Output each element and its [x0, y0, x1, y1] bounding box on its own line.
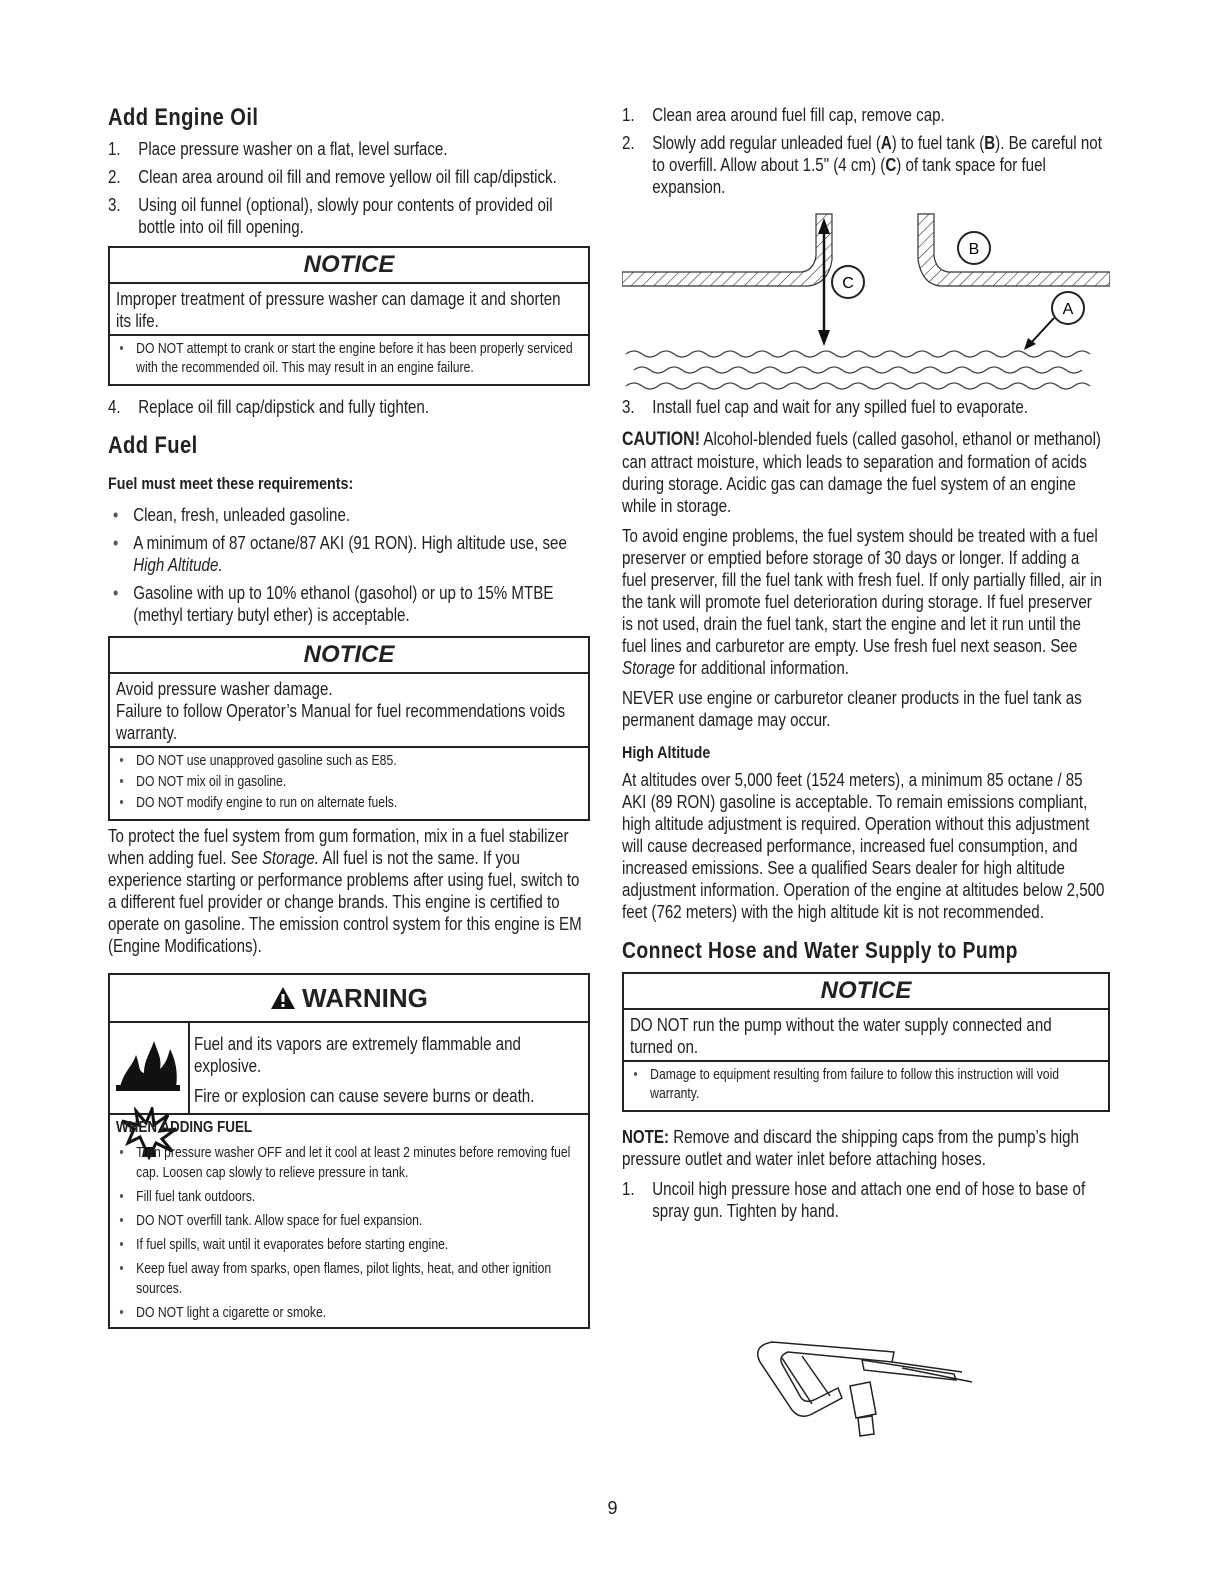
list-item: 4. Replace oil fill cap/dipstick and fully tighten. — [108, 397, 430, 417]
list-item: 2. Slowly add regular unleaded fuel (A) to fuel tank (B). Be careful not to overfill. Allow about 1.5" (4 cm) (C) of tank space for fuel expansion. — [622, 133, 1102, 197]
add-engine-oil-heading: Add Engine Oil — [108, 104, 259, 131]
notice-sub — [624, 1062, 1108, 1110]
page-number: 9 — [607, 1498, 618, 1518]
note-paragraph: NOTE: Remove and discard the shipping caps from the pump’s high pressure outlet and water inlet before attaching hoses. — [622, 1127, 1079, 1169]
right-column — [622, 104, 1110, 1228]
never-paragraph: NEVER use engine or carburetor cleaner products in the fuel tank as permanent damage may occur. — [622, 688, 1082, 730]
warning-title: WARNING — [110, 975, 588, 1023]
avoid-problems-paragraph: To avoid engine problems, the fuel system should be treated with a fuel preserver or emptied before storage of 30 days or longer. If adding a fuel preserver, fill the fuel tank with fresh fuel. If only partially filled, air in the tank will promote fuel deterioration during storage. If fuel preserver is not used, drain the fuel tank, start the engine and let it run until the fuel lines and carburetor are empty. Use fresh fuel next season. See Storage for additional information. — [622, 526, 1102, 678]
label-b: B — [968, 241, 980, 258]
list-item: • Turn pressure washer OFF and let it cool at least 2 minutes before removing fuel cap. Loosen cap slowly to relieve pressure in tank. — [116, 1143, 578, 1183]
oil-notice-box — [108, 246, 590, 386]
notice-main-text: Avoid pressure washer damage. Failure to follow Operator’s Manual for fuel recommendations voids warranty. — [110, 674, 588, 748]
list-item: • A minimum of 87 octane/87 AKI (91 RON). High altitude use, see High Altitude. — [108, 532, 586, 576]
list-item: • Keep fuel away from sparks, open flames, pilot lights, heat, and other ignition sources. — [116, 1259, 578, 1299]
notice-main-text: DO NOT run the pump without the water supply connected and turned on. — [624, 1010, 1108, 1062]
high-altitude-paragraph: At altitudes over 5,000 feet (1524 meters), a minimum 85 octane / 85 AKI (89 RON) gasoline is acceptable. To remain emissions compliant, high altitude adjustment is required. Operation without this adjustment will cause decreased performance, increased fuel consumption, and increased emissions. See a qualified Sears dealer for high altitude adjustment information. Operation of the engine at altitudes below 2,500 feet (762 meters) with the high altitude kit is not recommended. — [622, 770, 1105, 922]
flame-icon — [114, 1031, 184, 1093]
list-item: • DO NOT modify engine to run on alternate fuels. — [116, 794, 578, 813]
when-adding-fuel-heading: WHEN ADDING FUEL — [116, 1119, 253, 1136]
notice-sub — [110, 748, 588, 819]
label-a: A — [1062, 301, 1074, 318]
high-altitude-link[interactable]: High Altitude. — [133, 555, 223, 575]
connect-hose-heading: Connect Hose and Water Supply to Pump — [622, 937, 1018, 963]
list-item: • If fuel spills, wait until it evaporates before starting engine. — [116, 1235, 578, 1255]
list-item: • DO NOT attempt to crank or start the engine before it has been properly serviced with the recommended oil. This may result in an engine failure. — [116, 340, 578, 378]
oil-steps — [108, 138, 586, 238]
list-item: • Fill fuel tank outdoors. — [116, 1187, 578, 1207]
caution-paragraph: CAUTION! Alcohol-blended fuels (called gasohol, ethanol or methanol) can attract moisture, which leads to separation and formation of acids during storage. Acidic gas can damage the fuel system of an engine while in storage. — [622, 429, 1101, 516]
list-item: • Clean, fresh, unleaded gasoline. — [108, 504, 586, 526]
high-altitude-heading: High Altitude — [622, 743, 711, 762]
fuel-notice-box — [108, 636, 590, 821]
list-item: 3. Using oil funnel (optional), slowly pour contents of provided oil bottle into oil fill opening. — [108, 195, 553, 237]
fuel-requirements-heading: Fuel must meet these requirements: — [108, 474, 354, 493]
notice-title: NOTICE — [624, 974, 1108, 1010]
notice-main-text: Improper treatment of pressure washer can damage it and shorten its life. — [110, 284, 588, 336]
label-c: C — [842, 275, 854, 292]
notice-title: NOTICE — [110, 248, 588, 284]
list-item: • Gasoline with up to 10% ethanol (gasohol) or up to 15% MTBE (methyl tertiary butyl ether) is acceptable. — [108, 582, 586, 626]
warning-triangle-icon — [270, 986, 296, 1010]
list-item: 1. Clean area around fuel fill cap, remove cap. — [622, 105, 945, 125]
list-item: • DO NOT overfill tank. Allow space for fuel expansion. — [116, 1211, 578, 1231]
list-item: 1. Place pressure washer on a flat, level surface. — [108, 139, 448, 159]
storage-link[interactable]: Storage. — [261, 848, 319, 868]
list-item: • DO NOT use unapproved gasoline such as E85. — [116, 752, 578, 771]
list-item: • DO NOT light a cigarette or smoke. — [116, 1303, 578, 1323]
spray-gun-illustration — [742, 1322, 982, 1442]
list-item: 3. Install fuel cap and wait for any spilled fuel to evaporate. — [622, 397, 1028, 417]
fuel-stabilizer-paragraph: To protect the fuel system from gum formation, mix in a fuel stabilizer when adding fuel. See Storage. All fuel is not the same. If you experience starting or performance problems after using fuel, switch to a different fuel provider or change brands. This engine is certified to operate on gasoline. The emission control system for this engine is EM (Engine Modifications). — [108, 826, 582, 956]
list-item: 1. Uncoil high pressure hose and attach one end of hose to base of spray gun. Tighten by hand. — [622, 1179, 1086, 1221]
warning-flammable-text: Fuel and its vapors are extremely flammable and explosive. — [194, 1034, 521, 1076]
fuel-tank-diagram — [622, 204, 1110, 394]
add-fuel-heading: Add Fuel — [108, 432, 198, 459]
storage-link[interactable]: Storage — [622, 658, 675, 678]
warning-burns-text: Fire or explosion can cause severe burns or death. — [194, 1086, 535, 1106]
fuel-warning-box — [108, 973, 590, 1329]
notice-sub — [110, 336, 588, 384]
list-item: • Damage to equipment resulting from failure to follow this instruction will void warranty. — [630, 1066, 1098, 1104]
fuel-requirements-list — [108, 504, 586, 626]
left-column — [108, 100, 590, 1329]
list-item: 2. Clean area around oil fill and remove yellow oil fill cap/dipstick. — [108, 167, 557, 187]
notice-title: NOTICE — [110, 638, 588, 674]
pump-notice-box — [622, 972, 1110, 1112]
list-item: • DO NOT mix oil in gasoline. — [116, 773, 578, 792]
